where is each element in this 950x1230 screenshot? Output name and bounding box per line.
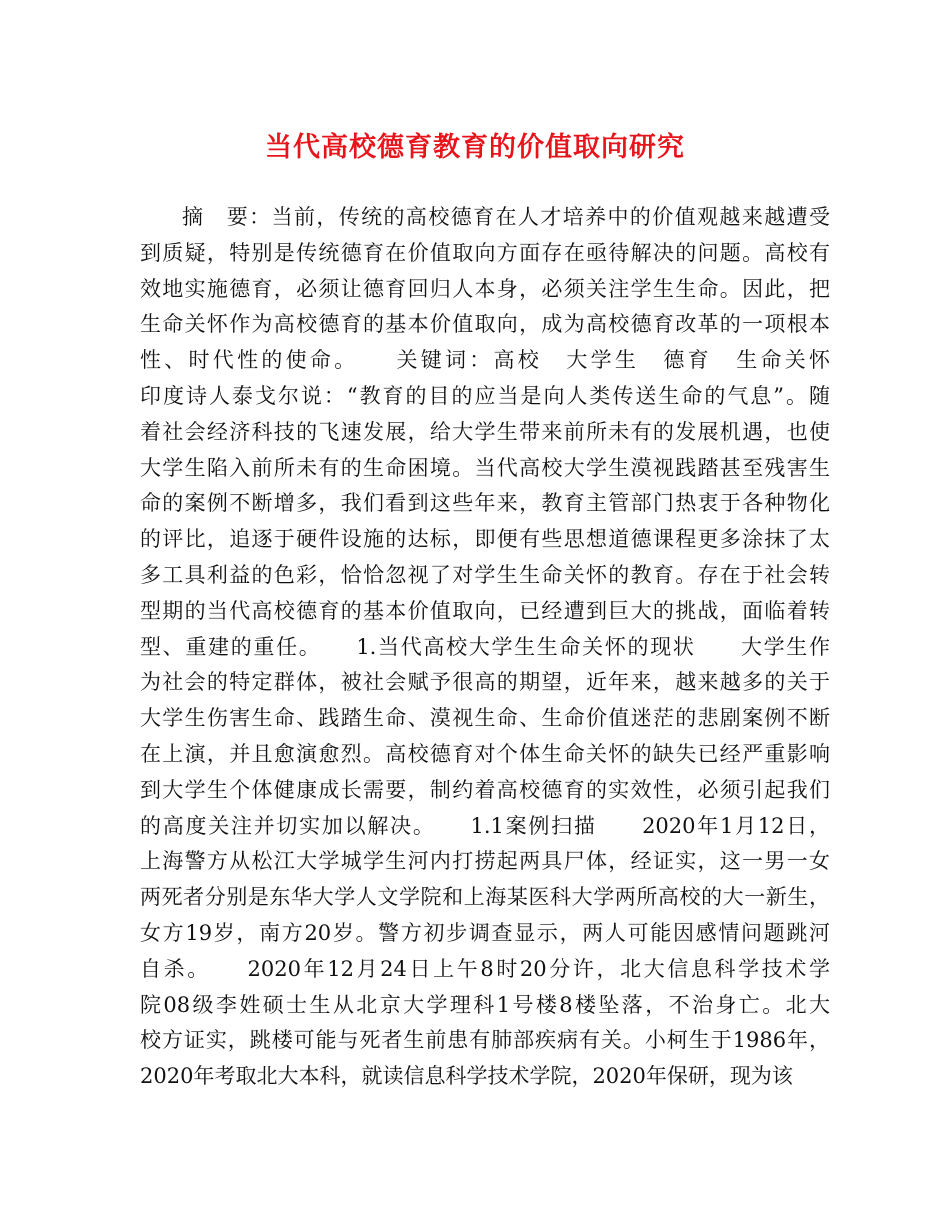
body-line: 印度诗人泰戈尔说：“教育的目的应当是向人类传送生命的气息”。随 — [140, 383, 830, 408]
body-line: 的高度关注并切实加以解决。 1.1案例扫描 2020年1月12日， — [140, 813, 830, 838]
body-line: 型、重建的重任。 1.当代高校大学生生命关怀的现状 大学生作 — [140, 634, 830, 659]
body-line: 校方证实，跳楼可能与死者生前患有肺部疾病有关。小柯生于1986年， — [140, 1028, 830, 1053]
body-line: 大学生陷入前所未有的生命困境。当代高校大学生漠视践踏甚至残害生 — [140, 455, 830, 480]
body-line: 的评比，追逐于硬件设施的达标，即便有些思想道德课程更多涂抹了太 — [140, 527, 830, 552]
body-line: 院08级李姓硕士生从北京大学理科1号楼8楼坠落，不治身亡。北大 — [140, 992, 830, 1017]
body-line: 自杀。 2020年12月24日上午8时20分许，北大信息科学技术学 — [140, 956, 830, 981]
body-line: 到大学生个体健康成长需要，制约着高校德育的实效性，必须引起我们 — [140, 777, 830, 802]
document-title: 当代高校德育教育的价值取向研究 — [265, 132, 685, 163]
body-line: 女方19岁，南方20岁。警方初步调查显示，两人可能因感情问题跳河 — [140, 920, 830, 945]
body-line: 2020年考取北大本科，就读信息科学技术学院，2020年保研，现为该 — [140, 1064, 793, 1089]
body-line: 摘 要：当前，传统的高校德育在人才培养中的价值观越来越遭受 — [182, 205, 830, 229]
body-line: 型期的当代高校德育的基本价值取向，已经遭到巨大的挑战，面临着转 — [140, 598, 830, 623]
body-line: 上海警方从松江大学城学生河内打捞起两具尸体，经证实，这一男一女 — [140, 849, 830, 874]
body-line: 到质疑，特别是传统德育在价值取向方面存在亟待解决的问题。高校有 — [140, 240, 830, 265]
body-line: 两死者分别是东华大学人文学院和上海某医科大学两所高校的大一新生， — [140, 885, 830, 910]
document-body — [140, 200, 830, 1095]
body-line: 命的案例不断增多，我们看到这些年来，教育主管部门热衷于各种物化 — [140, 491, 830, 516]
body-line: 性、时代性的使命。 关键词：高校 大学生 德育 生命关怀 — [140, 348, 830, 373]
body-line: 效地实施德育，必须让德育回归人本身，必须关注学生生命。因此，把 — [140, 276, 830, 301]
body-line: 着社会经济科技的飞速发展，给大学生带来前所未有的发展机遇，也使 — [140, 419, 830, 444]
body-line: 多工具利益的色彩，恰恰忽视了对学生生命关怀的教育。存在于社会转 — [140, 562, 830, 587]
body-line: 生命关怀作为高校德育的基本价值取向，成为高校德育改革的一项根本 — [140, 312, 830, 337]
body-line: 大学生伤害生命、践踏生命、漠视生命、生命价值迷茫的悲剧案例不断 — [140, 706, 830, 731]
body-line: 为社会的特定群体，被社会赋予很高的期望，近年来，越来越多的关于 — [140, 670, 830, 695]
body-line: 在上演，并且愈演愈烈。高校德育对个体生命关怀的缺失已经严重影响 — [140, 741, 830, 766]
